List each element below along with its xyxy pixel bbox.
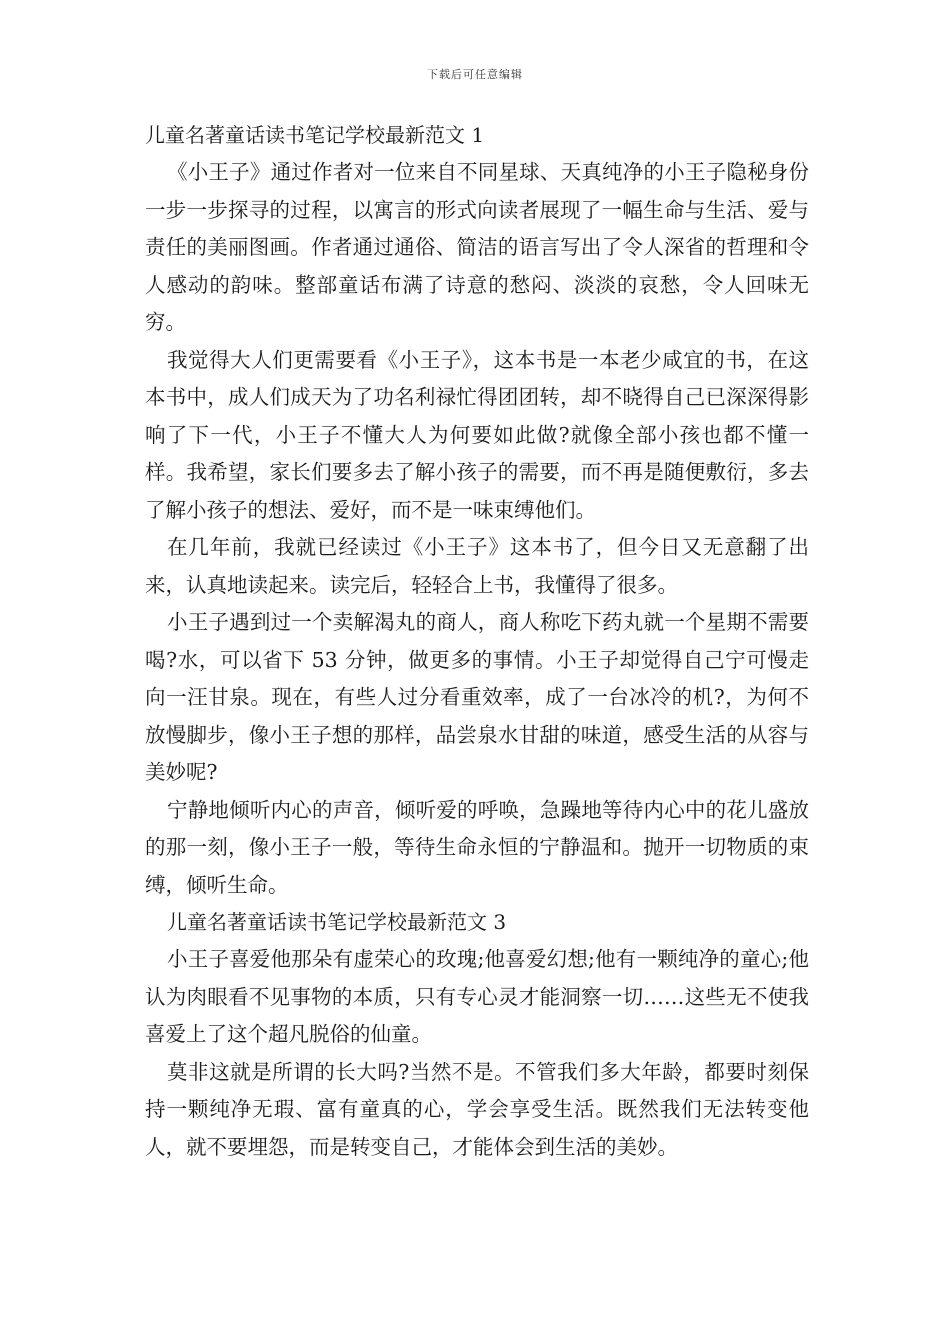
section-heading-1: 儿童名著童话读书笔记学校最新范文 1	[145, 123, 485, 147]
paragraph: 我觉得大人们更需要看《小王子》，这本书是一本老少咸宜的书，在这本书中，成人们成天为了功名利禄忙得团团转，却不晓得自己已深深得影响了下一代，小王子不懂大人为何要如此做?就像全部小孩也都不懂一样。我希望，家长们要多去了解小孩子的需要，而不再是随便敷衍，多去了解小孩子的想法、爱好，而不是一味束缚他们。	[145, 347, 809, 522]
paragraph: 《小王子》通过作者对一位来自不同星球、天真纯净的小王子隐秘身份一步一步探寻的过程，以寓言的形式向读者展现了一幅生命与生活、爱与责任的美丽图画。作者通过通俗、简洁的语言写出了令人深省的哲理和令人感动的韵味。整部童话布满了诗意的愁闷、淡淡的哀愁，令人回味无穷。	[145, 160, 809, 334]
paragraph: 莫非这就是所谓的长大吗?当然不是。不管我们多大年龄，都要时刻保持一颗纯净无瑕、富有童真的心，学会享受生活。既然我们无法转变他人，就不要埋怨，而是转变自己，才能体会到生活的美妙。	[145, 1059, 809, 1159]
paragraph: 小王子遇到过一个卖解渴丸的商人，商人称吃下药丸就一个星期不需要喝?水，可以省下 53 分钟，做更多的事情。小王子却觉得自己宁可慢走向一汪甘泉。现在，有些人过分看重效率，成了一台冰冷的机?，为何不放慢脚步，像小王子想的那样，品尝泉水甘甜的味道，感受生活的从容与美妙呢?	[145, 610, 809, 784]
paragraph: 在几年前，我就已经读过《小王子》这本书了，但今日又无意翻了出来，认真地读起来。读完后，轻轻合上书，我懂得了很多。	[145, 535, 809, 597]
paragraph: 小王子喜爱他那朵有虚荣心的玫瑰;他喜爱幻想;他有一颗纯净的童心;他认为肉眼看不见事物的本质，只有专心灵才能洞察一切……这些无不使我喜爱上了这个超凡脱俗的仙童。	[145, 947, 809, 1046]
header-note: 下载后可任意编辑	[427, 68, 523, 81]
paragraph: 宁静地倾听内心的声音，倾听爱的呼唤，急躁地等待内心中的花儿盛放的那一刻，像小王子一般，等待生命永恒的宁静温和。抛开一切物质的束缚，倾听生命。	[145, 797, 809, 897]
document-body	[145, 117, 809, 1166]
section-heading-3: 儿童名著童话读书笔记学校最新范文 3	[167, 910, 507, 934]
